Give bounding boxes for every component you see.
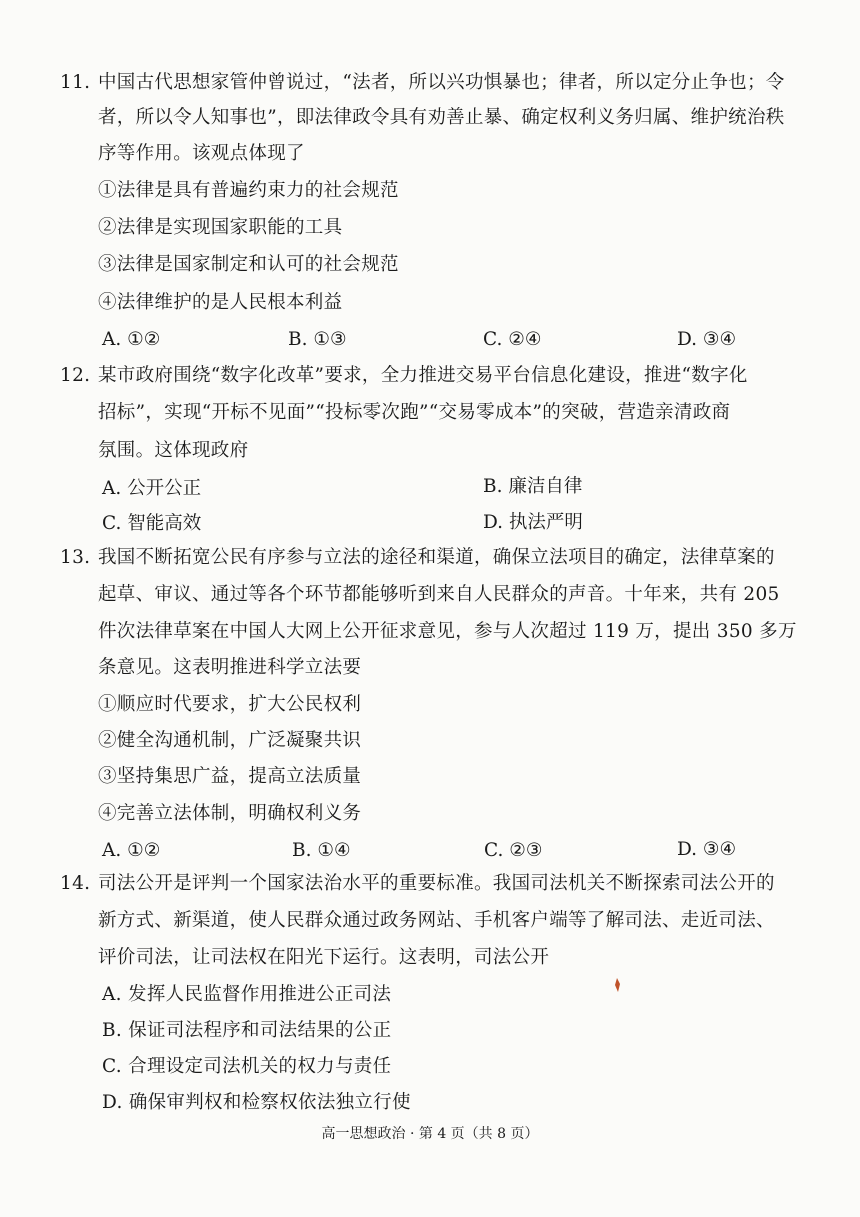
option-b: B. 廉洁自律 (483, 476, 583, 497)
page-footer: 高一思想政治 · 第 4 页（共 8 页） (321, 1126, 539, 1142)
question-stem-line: 起草、审议、通过等各个环节都能够听到来自人民群众的声音。十年来，共有 205 (98, 584, 780, 605)
statement: ④法律维护的是人民根本利益 (98, 292, 343, 313)
question-stem-line: 中国古代思想家管仲曾说过，“法者，所以兴功惧暴也；律者，所以定分止争也；令 (98, 72, 785, 93)
question-stem-line: 我国不断拓宽公民有序参与立法的途径和渠道，确保立法项目的确定，法律草案的 (98, 547, 775, 568)
question-number: 13. (60, 547, 91, 568)
option-a: A. 公开公正 (102, 478, 202, 499)
option-c: C. ②④ (483, 329, 542, 350)
statement: ①顺应时代要求，扩大公民权利 (98, 694, 362, 715)
option-a: A. ①② (102, 840, 161, 861)
option-a: A. 发挥人民监督作用推进公正司法 (102, 984, 392, 1005)
statement: ②法律是实现国家职能的工具 (98, 217, 343, 238)
question-stem-line: 评价司法，让司法权在阳光下运行。这表明，司法公开 (98, 947, 550, 968)
question-stem-line: 某市政府围绕“数字化改革”要求，全力推进交易平台信息化建设，推进“数字化 (98, 365, 748, 386)
statement: ③坚持集思广益，提高立法质量 (98, 766, 362, 787)
question-number: 11. (60, 72, 91, 93)
option-b: B. 保证司法程序和司法结果的公正 (102, 1020, 392, 1041)
option-d: D. ③④ (677, 839, 737, 860)
question-stem-line: 氛围。这体现政府 (98, 440, 249, 461)
ink-mark (612, 978, 622, 992)
option-c: C. 智能高效 (102, 513, 202, 534)
option-d: D. 确保审判权和检察权依法独立行使 (102, 1092, 411, 1113)
question-stem-line: 件次法律草案在中国人大网上公开征求意见，参与人次超过 119 万，提出 350 多万 (98, 621, 797, 642)
question-number: 12. (60, 365, 91, 386)
statement: ①法律是具有普遍约束力的社会规范 (98, 180, 399, 201)
question-stem-line: 者，所以令人知事也”，即法律政令具有劝善止暴、确定权利义务归属、维护统治秩 (98, 107, 785, 128)
option-a: A. ①② (102, 329, 161, 350)
option-b: B. ①④ (292, 840, 351, 861)
statement: ④完善立法体制，明确权利义务 (98, 803, 362, 824)
statement: ②健全沟通机制，广泛凝聚共识 (98, 730, 362, 751)
question-stem-line: 招标”，实现“开标不见面”“投标零次跑”“交易零成本”的突破，营造亲清政商 (98, 402, 731, 423)
question-stem-line: 条意见。这表明推进科学立法要 (98, 657, 362, 678)
question-stem-line: 司法公开是评判一个国家法治水平的重要标准。我国司法机关不断探索司法公开的 (98, 873, 775, 894)
option-d: D. ③④ (677, 329, 737, 350)
question-stem-line: 新方式、新渠道，使人民群众通过政务网站、手机客户端等了解司法、走近司法、 (98, 910, 775, 931)
option-d: D. 执法严明 (483, 512, 583, 533)
statement: ③法律是国家制定和认可的社会规范 (98, 254, 399, 275)
option-c: C. 合理设定司法机关的权力与责任 (102, 1056, 392, 1077)
option-c: C. ②③ (484, 840, 543, 861)
question-stem-line: 序等作用。该观点体现了 (98, 143, 305, 164)
question-number: 14. (60, 873, 91, 894)
option-b: B. ①③ (288, 329, 347, 350)
